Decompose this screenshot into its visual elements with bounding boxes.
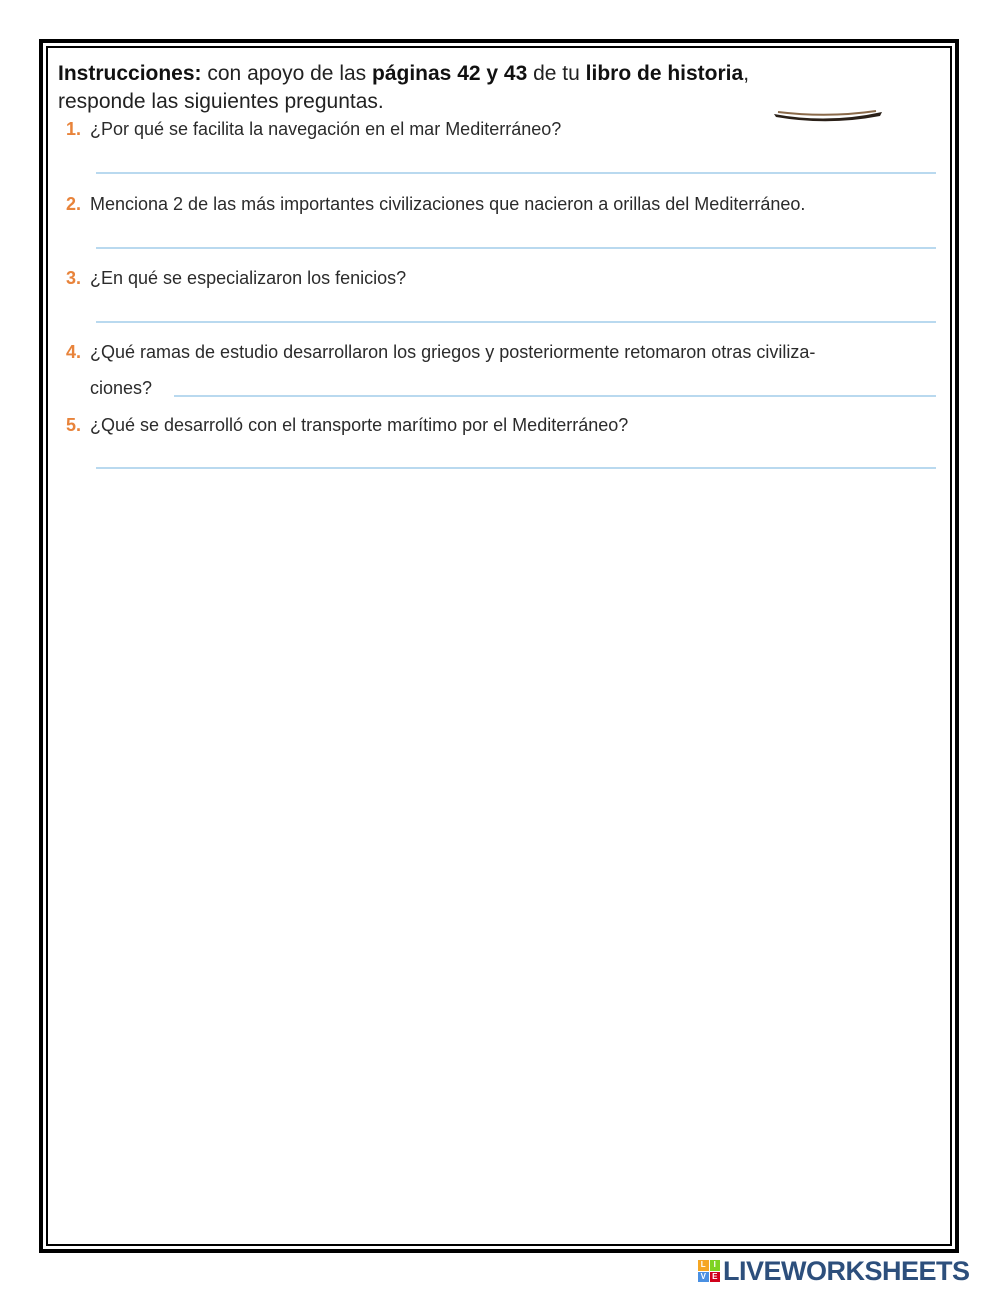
- logo-icon-v: V: [698, 1272, 709, 1283]
- decorative-boat-shape: [772, 108, 884, 122]
- instructions-text-2: de tu: [527, 62, 586, 85]
- instructions-text-1: con apoyo de las: [201, 62, 372, 85]
- question-5: [66, 415, 628, 436]
- logo-icon-e: E: [710, 1272, 721, 1283]
- logo-icon-i: I: [710, 1260, 721, 1271]
- question-1: [66, 119, 561, 140]
- logo-icon-l: L: [698, 1260, 709, 1271]
- answer-line-4[interactable]: [174, 395, 936, 397]
- question-2: [66, 194, 805, 215]
- question-3: [66, 268, 406, 289]
- instructions-book: libro de historia: [585, 62, 744, 85]
- answer-line-5[interactable]: [96, 467, 936, 469]
- page-border-inner: [46, 46, 952, 1246]
- answer-line-3[interactable]: [96, 321, 936, 323]
- question-3-text: ¿En qué se especializaron los fenicios?: [90, 268, 407, 288]
- answer-line-2[interactable]: [96, 247, 936, 249]
- question-5-text: ¿Qué se desarrolló con el transporte marítimo por el Mediterráneo?: [90, 415, 629, 435]
- answer-line-1[interactable]: [96, 172, 936, 174]
- question-2-number: 2.: [66, 194, 82, 214]
- question-1-text: ¿Por qué se facilita la navegación en el mar Mediterráneo?: [90, 119, 562, 139]
- instructions-label: Instrucciones:: [58, 62, 202, 85]
- question-2-text: Menciona 2 de las más importantes civilizaciones que nacieron a orillas del Mediterráneo.: [90, 194, 806, 214]
- liveworksheets-logo-icon: [698, 1260, 720, 1282]
- question-5-number: 5.: [66, 415, 82, 435]
- page-border: [39, 39, 959, 1253]
- instructions-text-3: ,: [743, 62, 750, 85]
- question-4-number: 4.: [66, 342, 82, 362]
- instructions-line-2: responde las siguientes preguntas.: [58, 90, 384, 113]
- question-4: [66, 342, 815, 363]
- instructions-pages: páginas 42 y 43: [372, 62, 528, 85]
- liveworksheets-logo[interactable]: [698, 1256, 970, 1286]
- question-4-text: ¿Qué ramas de estudio desarrollaron los griegos y posteriormente retomaron otras civiliza-: [90, 342, 816, 362]
- liveworksheets-logo-text: LIVEWORKSHEETS: [723, 1255, 970, 1286]
- question-3-number: 3.: [66, 268, 82, 288]
- question-4-continuation: ciones?: [90, 378, 153, 398]
- question-1-number: 1.: [66, 119, 82, 139]
